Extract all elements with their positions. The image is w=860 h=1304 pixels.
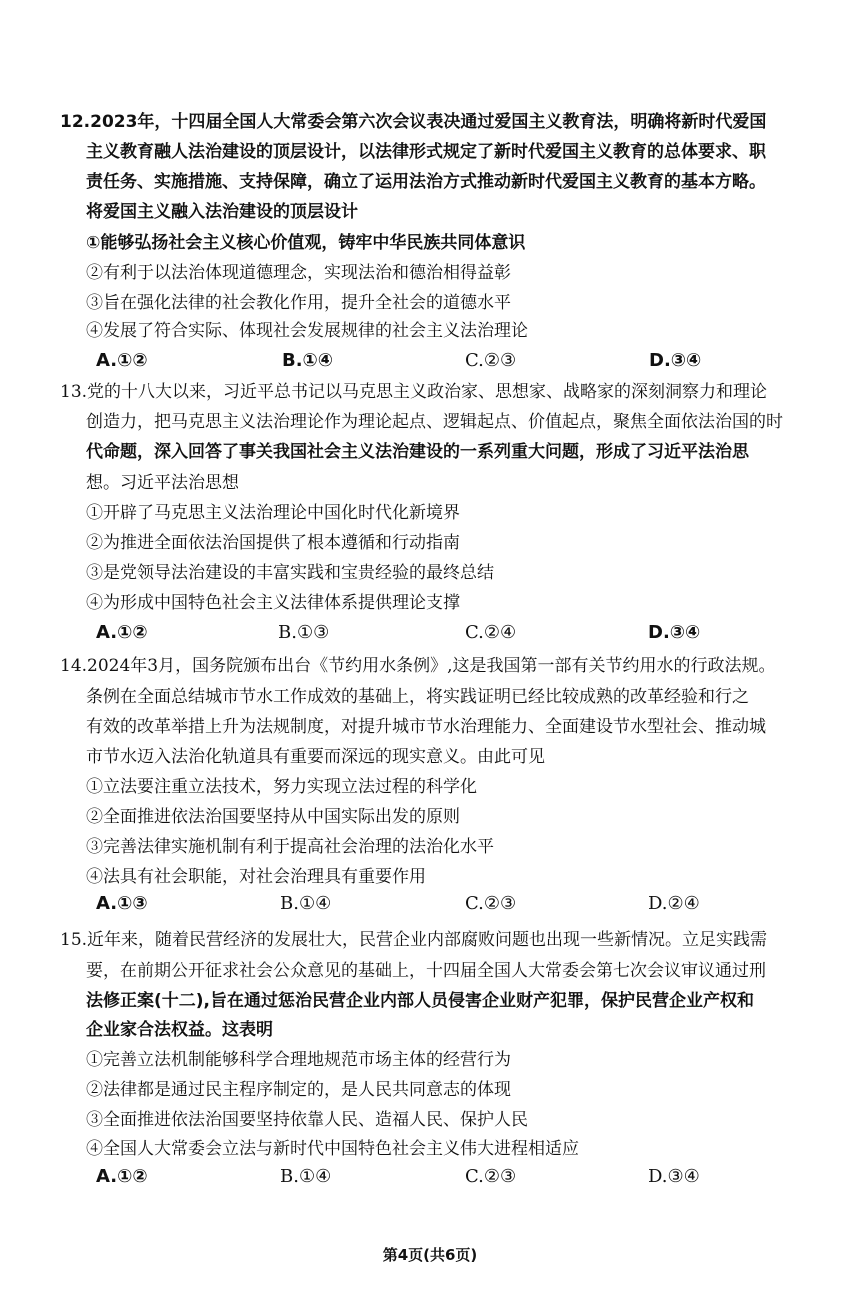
question-13-choice-a[interactable]: A.①② [96,622,148,643]
question-13-option-1: ①开辟了马克思主义法治理论中国化时代化新境界 [86,503,460,523]
question-14-stem-line-4: 市节水迈入法治化轨道具有重要而深远的现实意义。由此可见 [86,747,545,767]
question-14-choice-d[interactable]: D.②④ [648,893,700,914]
question-13-stem-line-2: 创造力，把马克思主义法治理论作为理论起点、逻辑起点、价值起点，聚焦全面依法治国的时 [86,412,783,432]
question-14-choice-a[interactable]: A.①③ [96,893,148,914]
question-12-option-2: ②有利于以法治体现道德理念，实现法治和德治相得益彰 [86,263,511,283]
question-15-option-1: ①完善立法机制能够科学合理地规范市场主体的经营行为 [86,1050,511,1070]
question-12-stem-line-4: 将爱国主义融入法治建设的顶层设计 [86,202,358,222]
question-12-option-3: ③旨在强化法律的社会教化作用，提升全社会的道德水平 [86,293,511,313]
question-15-choice-a[interactable]: A.①② [96,1166,148,1187]
question-12-choice-d[interactable]: D.③④ [649,350,702,371]
question-15-choice-b[interactable]: B.①④ [280,1166,332,1187]
question-15-stem-line-4: 企业家合法权益。这表明 [86,1020,273,1040]
question-14-option-1: ①立法要注重立法技术，努力实现立法过程的科学化 [86,777,477,797]
question-14-option-3: ③完善法律实施机制有利于提高社会治理的法治化水平 [86,837,494,857]
question-12-stem-line-3: 责任务、实施措施、支持保障，确立了运用法治方式推动新时代爱国主义教育的基本方略。 [86,172,766,192]
question-12-choice-a[interactable]: A.①② [96,350,148,371]
question-13-option-4: ④为形成中国特色社会主义法律体系提供理论支撑 [86,593,460,613]
question-15-stem-line-3: 法修正案(十二),旨在通过惩治民营企业内部人员侵害企业财产犯罪，保护民营企业产权和 [86,991,754,1011]
question-14-option-2: ②全面推进依法治国要坚持从中国实际出发的原则 [86,807,460,827]
question-15-choice-d[interactable]: D.③④ [648,1166,700,1187]
question-15-option-3: ③全面推进依法治国要坚持依靠人民、造福人民、保护人民 [86,1110,528,1130]
question-12-option-4: ④发展了符合实际、体现社会发展规律的社会主义法治理论 [86,321,528,341]
question-13-stem-line-3: 代命题，深入回答了事关我国社会主义法治建设的一系列重大问题，形成了习近平法治思 [86,442,749,462]
question-14-stem-line-3: 有效的改革举措上升为法规制度，对提升城市节水治理能力、全面建设节水型社会、推动城 [86,717,766,737]
question-14-stem-line-2: 条例在全面总结城市节水工作成效的基础上，将实践证明已经比较成熟的改革经验和行之 [86,687,749,707]
question-14-choice-c[interactable]: C.②③ [465,893,517,914]
question-14-choice-b[interactable]: B.①④ [280,893,332,914]
question-13-stem-line-1: 13.党的十八大以来，习近平总书记以马克思主义政治家、思想家、战略家的深刻洞察力和理论 [60,382,768,402]
question-15-stem-line-2: 要，在前期公开征求社会公众意见的基础上，十四届全国人大常委会第七次会议审议通过刑 [86,961,766,981]
question-15-option-4: ④全国人大常委会立法与新时代中国特色社会主义伟大进程相适应 [86,1139,579,1159]
question-12-stem-line-1: 12.2023年，十四届全国人大常委会第六次会议表决通过爱国主义教育法，明确将新时代爱国 [60,112,767,132]
question-12-option-1: ①能够弘扬社会主义核心价值观，铸牢中华民族共同体意识 [86,233,526,253]
page-number-footer: 第4页(共6页) [382,1246,478,1264]
question-15-option-2: ②法律都是通过民主程序制定的，是人民共同意志的体现 [86,1080,511,1100]
question-15-choice-c[interactable]: C.②③ [465,1166,517,1187]
question-13-choice-d[interactable]: D.③④ [648,622,701,643]
question-14-stem-line-1: 14.2024年3月，国务院颁布出台《节约用水条例》,这是我国第一部有关节约用水的行政法规。 [60,656,776,676]
question-13-choice-c[interactable]: C.②④ [465,622,517,643]
question-12-choice-b[interactable]: B.①④ [282,350,334,371]
question-13-option-2: ②为推进全面依法治国提供了根本遵循和行动指南 [86,533,460,553]
question-12-stem-line-2: 主义教育融人法治建设的顶层设计，以法律形式规定了新时代爱国主义教育的总体要求、职 [86,142,766,162]
question-15-stem-line-1: 15.近年来，随着民营经济的发展壮大，民营企业内部腐败问题也出现一些新情况。立足实践需 [60,930,768,950]
question-12-choice-c[interactable]: C.②③ [465,350,517,371]
question-13-stem-line-4: 想。习近平法治思想 [86,473,239,493]
question-13-option-3: ③是党领导法治建设的丰富实践和宝贵经验的最终总结 [86,563,494,583]
question-14-option-4: ④法具有社会职能，对社会治理具有重要作用 [86,867,426,887]
question-13-choice-b[interactable]: B.①③ [278,622,330,643]
